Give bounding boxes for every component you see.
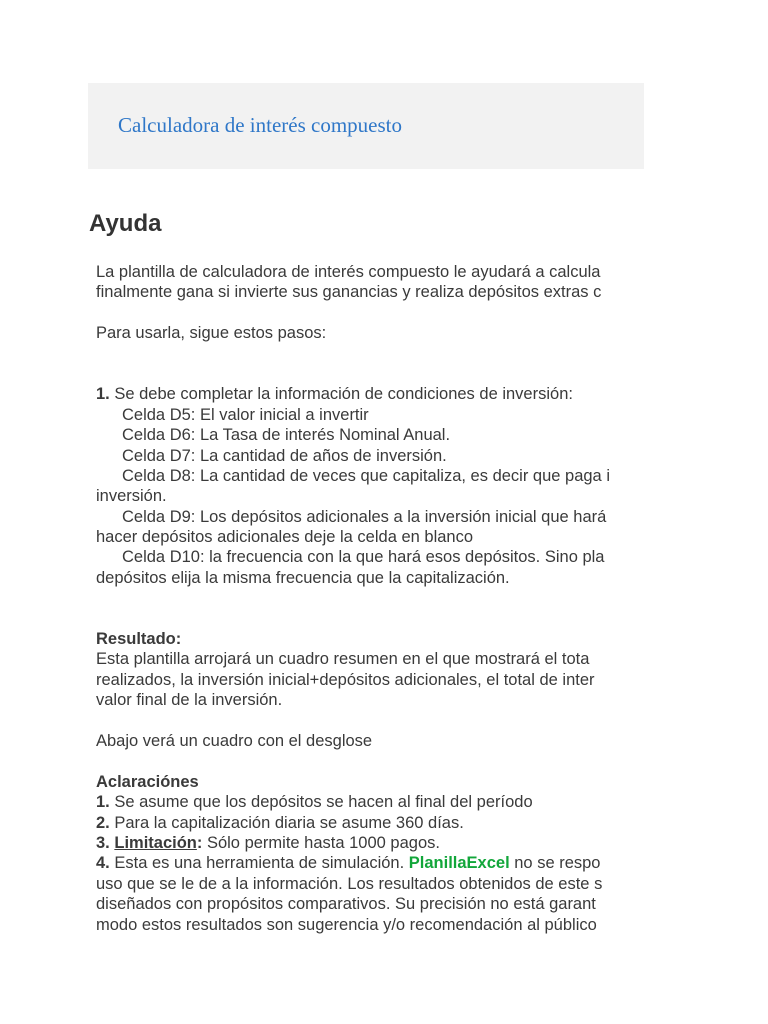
result-line: Esta plantilla arrojará un cuadro resumen en el que mostrará el tota — [96, 650, 590, 669]
note-3: 3. Limitación: Sólo permite hasta 1000 pagos. — [96, 833, 440, 852]
intro-line: finalmente gana si invierte sus ganancias y realiza depósitos extras c — [96, 283, 602, 302]
result-line: realizados, la inversión inicial+depósitos adicionales, el total de inter — [96, 670, 595, 689]
help-heading: Ayuda — [89, 210, 162, 237]
note-4-line: diseñados con propósitos comparativos. Su precisión no está garant — [96, 895, 596, 914]
steps-prompt: Para usarla, sigue estos pasos: — [96, 324, 327, 343]
cell-d6-text: Celda D6: La Tasa de interés Nominal Anual. — [122, 426, 451, 445]
cell-d8-text: Celda D8: La cantidad de veces que capitaliza, es decir que paga i — [122, 466, 610, 485]
cell-d5-text: Celda D5: El valor inicial a invertir — [122, 405, 369, 424]
cell-d10-text: Celda D10: la frecuencia con la que hará esos depósitos. Sino pla — [122, 548, 605, 567]
result-title: Resultado: — [96, 630, 182, 649]
note-4: 4. Esta es una herramienta de simulación. PlanillaExcel no se respo — [96, 854, 601, 873]
cell-d9-text: Celda D9: Los depósitos adicionales a la inversión inicial que hará — [122, 507, 607, 526]
limitation-label: Limitación — [114, 833, 197, 852]
intro-line: La plantilla de calculadora de interés compuesto le ayudará a calcula — [96, 263, 601, 281]
planillaexcel-brand: PlanillaExcel — [408, 854, 510, 873]
breakdown-note: Abajo verá un cuadro con el desglose — [96, 732, 373, 751]
note-4-line: modo estos resultados son sugerencia y/o recomendación al público — [96, 915, 597, 934]
page-title: Calculadora de interés compuesto — [118, 113, 402, 137]
step-1-line — [96, 384, 644, 404]
step-number: 1. — [96, 385, 110, 404]
cell-d8-text-cont: inversión. — [96, 487, 167, 506]
cell-d9-text-cont: hacer depósitos adicionales deje la celda en blanco — [96, 528, 474, 547]
cell-d10-text-cont: depósitos elija la misma frecuencia que la capitalización. — [96, 568, 510, 587]
note-2: 2. Para la capitalización diaria se asume 360 días. — [96, 813, 464, 832]
note-4-line: uso que se le de a la información. Los resultados obtenidos de este s — [96, 874, 603, 893]
result-line: valor final de la inversión. — [96, 691, 283, 710]
step-text: Se debe completar la información de condiciones de inversión: — [109, 385, 573, 404]
cell-d7-text: Celda D7: La cantidad de años de inversión. — [122, 446, 447, 465]
notes-title: Aclaraciónes — [96, 772, 199, 791]
title-banner — [88, 83, 644, 169]
help-body — [96, 262, 644, 935]
note-1: 1. Se asume que los depósitos se hacen al final del período — [96, 793, 533, 812]
